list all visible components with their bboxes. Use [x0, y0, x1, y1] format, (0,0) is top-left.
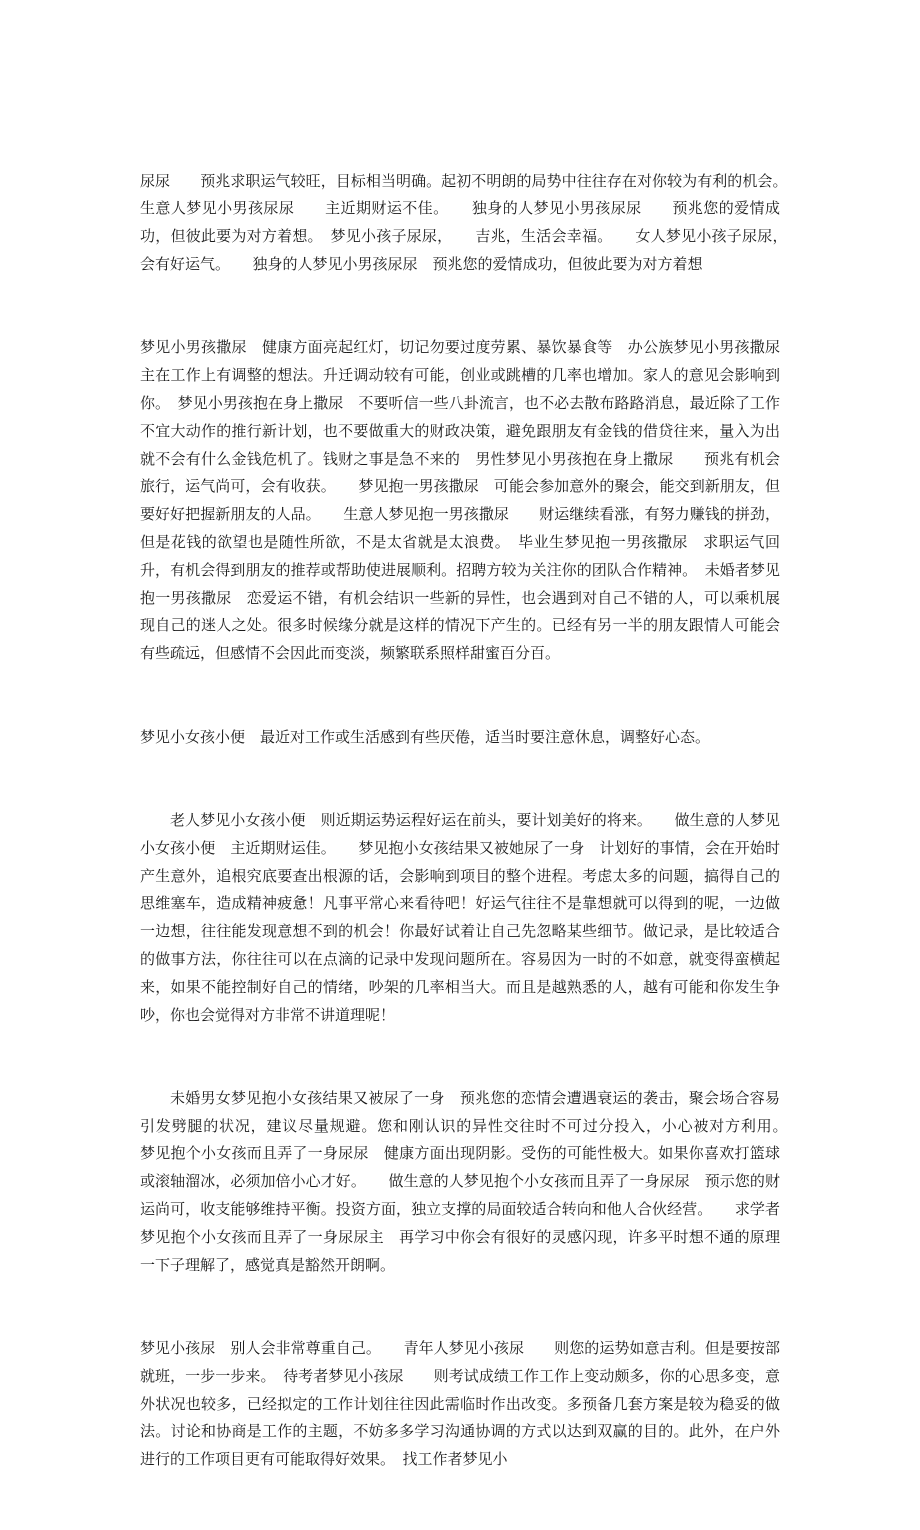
paragraph-4: 老人梦见小女孩小便 则近期运势运程好运在前头，要计划美好的将来。 做生意的人梦见小女孩小便 主近期财运佳。 梦见抱小女孩结果又被她尿了一身 计划好的事情，会在开始时产生意外，追根究底要查出根源的话，会影响到项目的整个进程。考虑太多的问题，搞得自己的思维塞车，造成精神疲惫！凡事平常心来看待吧！好运气往往不是靠想就可以得到的呢，一边做一边想，往往能发现意想不到的机会！你最好试着让自己先忽略某些细节。做记录，是比较适合的做事方法，你往往可以在点滴的记录中发现问题所在。容易因为一时的不如意，就变得蛮横起来，如果不能控制好自己的情绪，吵架的几率相当大。而且是越熟悉的人，越有可能和你发生争吵，你也会觉得对方非常不讲道理呢！ [140, 810, 780, 1024]
paragraph-6: 梦见小孩尿 别人会非常尊重自己。 青年人梦见小孩尿 则您的运势如意吉利。但是要按部就班，一步一步来。 待考者梦见小孩尿 则考试成绩工作工作上变动颇多，你的心思多变，意外状况也较多，已经拟定的工作计划往往因此需临时作出改变。多预备几套方案是较为稳妥的做法。讨论和协商是工作的主题，不妨多多学习沟通协调的方式以达到双赢的目的。此外，在户外进行的工作项目更有可能取得好效果。 找工作者梦见小 [140, 1339, 780, 1469]
paragraph-3: 梦见小女孩小便 最近对工作或生活感到有些厌倦，适当时要注意休息，调整好心态。 [140, 727, 711, 746]
paragraph-2: 梦见小男孩撒尿 健康方面亮起红灯，切记勿要过度劳累、暴饮暴食等 办公族梦见小男孩撒尿 主在工作上有调整的想法。升迁调动较有可能，创业或跳槽的几率也增加。家人的意见会影响到你。 梦见小男孩抱在身上撒尿 不要听信一些八卦流言，也不必去散布路路消息，最近除了工作不宜大动作的推行新计划，也不要做重大的财政决策，避免跟朋友有金钱的借贷往来，量入为出就不会有什么金钱危机了。钱财之事是急不来的 男性梦见小男孩抱在身上撒尿 预兆有机会旅行，运气尚可，会有收获。 梦见抱一男孩撒尿 可能会参加意外的聚会，能交到新朋友，但要好好把握新朋友的人品。 生意人梦见抱一男孩撒尿 财运继续看涨，有努力赚钱的拼劲，但是花钱的欲望也是随性所欲，不是太省就是太浪费。 毕业生梦见抱一男孩撒尿 求职运气回升，有机会得到朋友的推荐或帮助使进展顺利。招聘方较为关注你的团队合作精神。 未婚者梦见抱一男孩撒尿 恋爱运不错，有机会结识一些新的异性，也会遇到对自己不错的人，可以乘机展现自己的迷人之处。很多时候缘分就是这样的情况下产生的。已经有另一半的朋友跟情人可能会有些疏远，但感情不会因此而变淡，频繁联系照样甜蜜百分百。 [140, 338, 796, 663]
paragraph-1: 尿尿 预兆求职运气较旺，目标相当明确。起初不明朗的局势中往往存在对你较为有利的机会。 生意人梦见小男孩尿尿 主近期财运不佳。 独身的人梦见小男孩尿尿 预兆您的爱情成功，但彼此要为对方着想。 梦见小孩子尿尿， 吉兆，生活会幸福。 女人梦见小孩子尿尿， 会有好运气。 独身的人梦见小男孩尿尿 预兆您的爱情成功，但彼此要为对方着想 [140, 171, 811, 273]
paragraph-5: 未婚男女梦见抱小女孩结果又被尿了一身 预兆您的恋情会遭遇衰运的袭击，聚会场合容易引发劈腿的状况，建议尽量规避。您和刚认识的异性交往时不可过分投入，小心被对方利用。 梦见抱个小女孩而且弄了一身尿尿 健康方面出现阴影。受伤的可能性极大。如果你喜欢打篮球或滚轴溜冰，必须加倍小心才好。 做生意的人梦见抱个小女孩而且弄了一身尿尿 预示您的财运尚可，收支能够维持平衡。投资方面，独立支撑的局面较适合转向和他人合伙经营。 求学者梦见抱个小女孩而且弄了一身尿尿主 再学习中你会有很好的灵感闪现，许多平时想不通的原理一下子理解了，感觉真是豁然开朗啊。 [140, 1088, 811, 1274]
document-body [140, 112, 811, 1530]
